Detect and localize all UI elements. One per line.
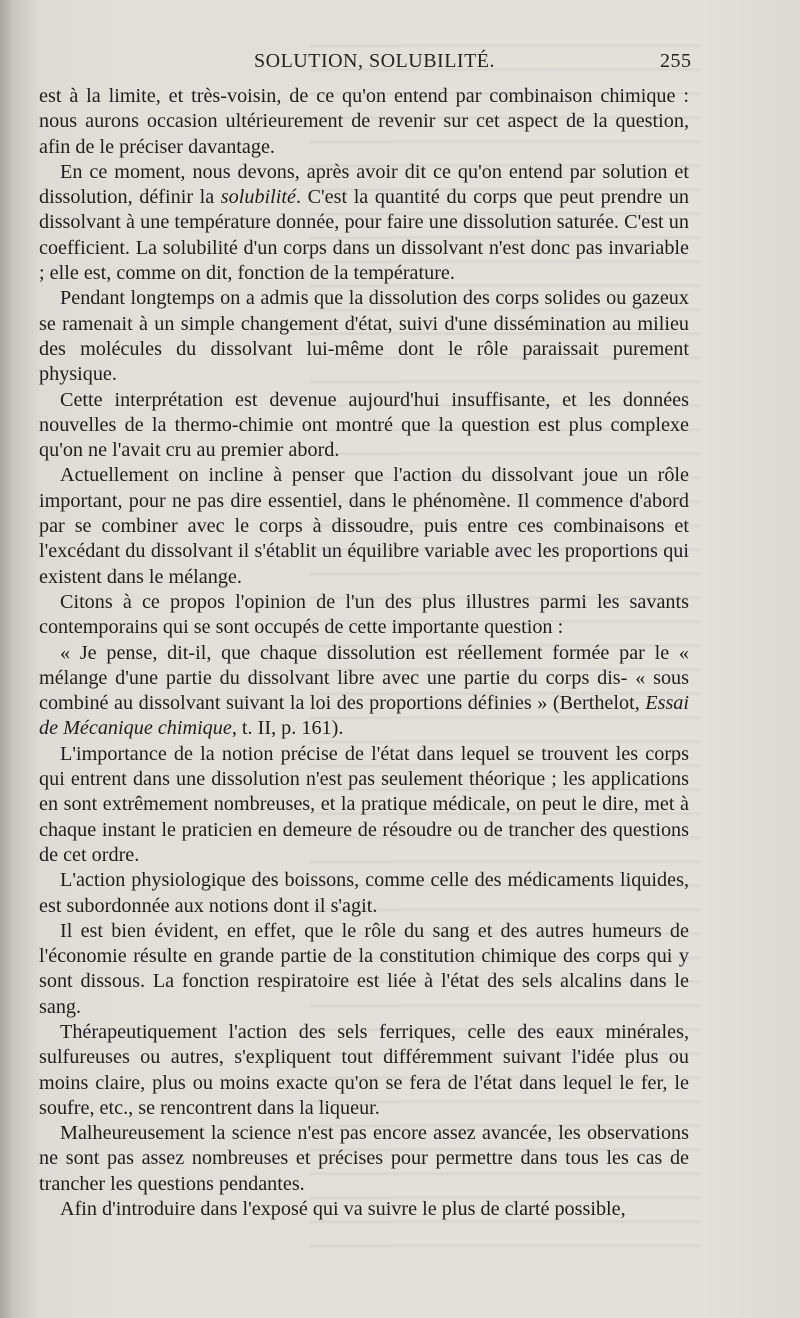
paragraph: Malheureusement la science n'est pas encore assez avancée, les observations ne sont pas assez nombreuses et précises pour permettre dans tous les cas de trancher les questions pendantes. (39, 1122, 689, 1195)
citation-open: (Berthelot, (552, 692, 646, 715)
body-text (39, 84, 689, 1222)
quote-paragraph (39, 641, 689, 742)
paragraph-text: . C'est la quantité du corps que peut prendre un dissolvant à une température donnée, pour faire une dissolution saturée. C'est un coefficient. La solubilité d'un corps dans un dissolvant n'est donc pas invariable ; elle est, comme on dit, fonction de la température. (39, 186, 690, 285)
page-header (0, 46, 800, 78)
running-title: SOLUTION, SOLUBILITÉ. (254, 50, 496, 72)
paragraph: est à la limite, et très-voisin, de ce qu'on entend par combinaison chimique : nous aurons occasion ultérieurement de revenir sur cet aspect de la question, afin de le préciser davantage. (39, 85, 689, 158)
paragraph: Cette interprétation est devenue aujourd'hui insuffisante, et les données nouvelles de la thermo-chimie ont montré que la question est plus complexe qu'on ne l'avait cru au premier abord. (39, 388, 689, 462)
paragraph: Thérapeutiquement l'action des sels ferriques, celle des eaux minérales, sulfureuses ou autres, s'expliquent tout différemment suivant l'idée plus ou moins claire, plus ou moins exacte qu'on se fera de l'état dans lequel le fer, le soufre, etc., se rencontrent dans la liqueur. (39, 1020, 689, 1119)
paragraph: L'importance de la notion précise de l'état dans lequel se trouvent les corps qui entrent dans une dissolution n'est pas seulement théorique ; les applications en sont extrêmement nombreuses, et la pratique médicale, on peut le dire, met à chaque instant le praticien en demeure de résoudre ou de trancher des questions de cet ordre. (39, 742, 689, 866)
paragraph: L'action physiologique des boissons, comme celle des médicaments liquides, est subordonnée aux notions dont il s'agit. (39, 869, 689, 917)
paragraph-solubilite (39, 160, 689, 286)
paragraph: Il est bien évident, en effet, que le rôle du sang et des autres humeurs de l'économie résulte en grande partie de la constitution chimique des corps qui y sont dissous. La fonction respiratoire est liée à l'état des sels alcalins dans le sang. (39, 919, 689, 1018)
page-number: 255 (660, 50, 692, 72)
paragraph: Citons à ce propos l'opinion de l'un des plus illustres parmi les savants contemporains qui se sont occupés de cette importante question : (39, 590, 689, 639)
solubilite-term: solubilité (220, 186, 296, 209)
citation-title: Essai de Mécanique chimique (39, 692, 690, 740)
quote-text: « Je pense, dit-il, que chaque dissolution est réellement formée par le « mélange d'une partie du dissolvant libre avec une partie du corps dis- « sous combiné au dissolvant suivant la loi des proportions définies » (39, 641, 689, 715)
citation-close: , t. II, p. 161). (231, 717, 344, 740)
paragraph: Afin d'introduire dans l'exposé qui va suivre le plus de clarté possible, (60, 1198, 626, 1221)
paragraph: Actuellement on incline à penser que l'action du dissolvant joue un rôle important, pour ne pas dire essentiel, dans le phénomène. Il commence d'abord par se combiner avec le corps à dissoudre, puis entre ces combinaisons et l'excédant du dissolvant il s'établit un équilibre variable avec les proportions qui existent dans le mélange. (39, 464, 689, 588)
paragraph-text: En ce moment, nous devons, après avoir dit ce qu'on entend par solution et dissolution, définir la (39, 160, 689, 209)
paragraph: Pendant longtemps on a admis que la dissolution des corps solides ou gazeux se ramenait à un simple changement d'état, suivi d'une dissémination au milieu des molécules du dissolvant lui-même dont le rôle paraissait purement physique. (39, 287, 689, 386)
